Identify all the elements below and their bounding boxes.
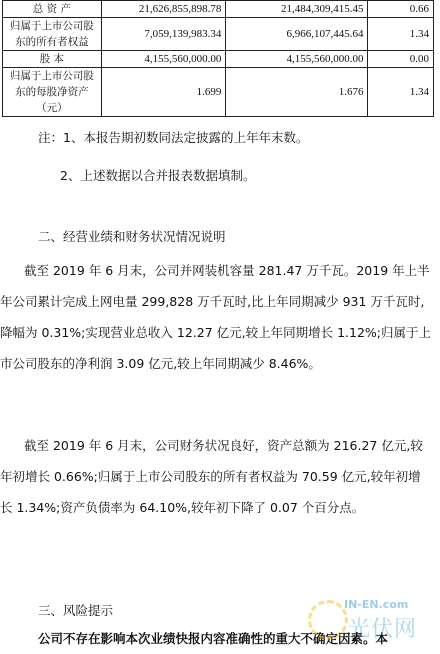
current-value: 7,059,139,983.34 bbox=[101, 18, 226, 51]
change-value: 1.34 bbox=[368, 68, 434, 117]
paragraph-performance: 截至 2019 年 6 月末，公司并网装机容量 281.47 万千瓦。2019 年上半年公司累计完成上网电量 299,828 万千瓦时,比上年同期减少 931 万千瓦时,降幅为 0.31%;实现营业总收入 12.27 亿元,较上年同期增长 1.12%;归属于上市公司股东的净利润 3.09 亿元,较上年同期减少 8.46%。 bbox=[0, 263, 431, 371]
change-value: 1.34 bbox=[368, 18, 434, 51]
section-heading-3: 三、风险提示 bbox=[38, 603, 114, 618]
financial-table bbox=[2, 0, 434, 117]
watermark-cn: 光伏网 bbox=[348, 617, 418, 642]
row-label: 归属于上市公司股东的所有者权益 bbox=[3, 18, 102, 51]
risk-text: 公司不存在影响本次业绩快报内容准确性的重大不确定因素。本 bbox=[38, 631, 389, 646]
paragraph-financial-status: 截至 2019 年 6 月末，公司财务状况良好，资产总额为 216.27 亿元,较年初增长 0.66%;归属于上市公司股东的所有者权益为 70.59 亿元,较年初增长 1.34%;资产负债率为 64.10%,较年初下降了 0.07 个百分点。 bbox=[0, 438, 423, 515]
note-1: 注：1、本报告期初数同法定披露的上年年末数。 bbox=[38, 130, 309, 145]
watermark-brand: IN-EN.com bbox=[344, 598, 409, 611]
section-heading-2: 二、经营业绩和财务状况情况说明 bbox=[38, 229, 226, 244]
current-value: 21,626,855,898.78 bbox=[101, 1, 226, 18]
table-row bbox=[3, 18, 434, 51]
row-label: 股 本 bbox=[3, 51, 102, 68]
prior-value: 6,966,107,445.64 bbox=[226, 18, 368, 51]
row-label: 归属于上市公司股东的每股净资产（元） bbox=[3, 68, 102, 117]
table-row bbox=[3, 1, 434, 18]
note-2: 2、上述数据以合并报表数据填制。 bbox=[60, 168, 256, 183]
current-value: 1.699 bbox=[101, 68, 226, 117]
current-value: 4,155,560,000.00 bbox=[101, 51, 226, 68]
sun-icon bbox=[308, 600, 348, 640]
table-row bbox=[3, 68, 434, 117]
row-label: 总 资 产 bbox=[3, 1, 102, 18]
watermark-logo bbox=[304, 598, 434, 650]
change-value: 0.00 bbox=[368, 51, 434, 68]
table-row bbox=[3, 51, 434, 68]
prior-value: 1.676 bbox=[226, 68, 368, 117]
change-value: 0.66 bbox=[368, 1, 434, 18]
prior-value: 21,484,309,415.45 bbox=[226, 1, 368, 18]
prior-value: 4,155,560,000.00 bbox=[226, 51, 368, 68]
